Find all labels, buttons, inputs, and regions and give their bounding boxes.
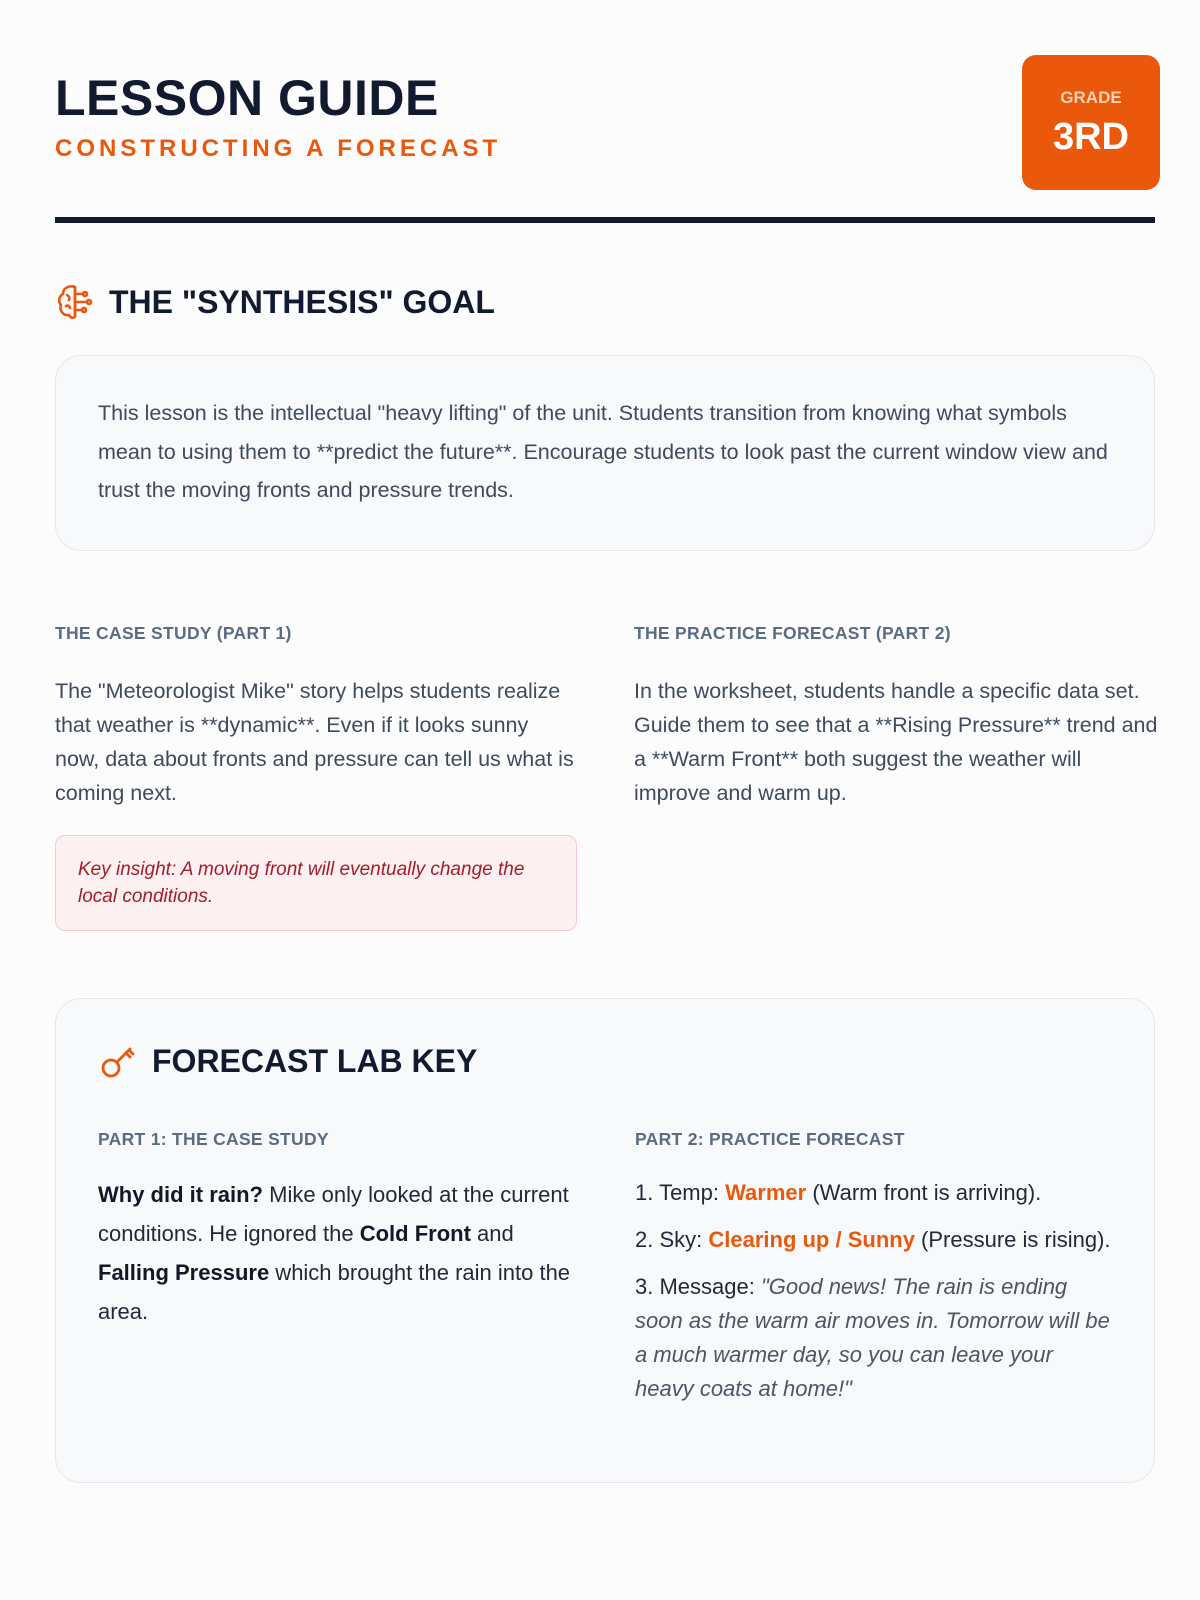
answer-item-message	[635, 1270, 1115, 1406]
item-prefix: 3. Message:	[635, 1274, 761, 1299]
header-divider	[55, 217, 1155, 223]
item-note: (Warm front is arriving).	[806, 1180, 1042, 1205]
grade-badge-label: GRADE	[1060, 88, 1122, 107]
lab-key-heading-text: FORECAST LAB KEY	[152, 1042, 478, 1079]
brain-icon	[55, 282, 95, 322]
lab-part1-answer	[98, 1175, 588, 1331]
item-quote: "Good news! The rain is ending soon as the warm air moves in. Tomorrow will be a much warmer day, so you can leave your heavy coats at home!"	[635, 1274, 1110, 1401]
lab-part2-answers	[635, 1176, 1115, 1419]
goal-text: This lesson is the intellectual "heavy lifting" of the unit. Students transition from knowing what symbols mean to using them to **predict the future**. Encourage students to look past the current window view and trust the moving fronts and pressure trends.	[98, 401, 1108, 502]
item-prefix: 2. Sky:	[635, 1227, 709, 1252]
why-rain-question: Why did it rain?	[98, 1182, 263, 1207]
item-prefix: 1. Temp:	[635, 1180, 726, 1205]
falling-pressure-term: Falling Pressure	[98, 1260, 270, 1285]
case-study-text: The "Meteorologist Mike" story helps students realize that weather is **dynamic**. Even if it looks sunny now, data about fronts and pressure can tell us what is coming next.	[55, 679, 574, 805]
item-note: (Pressure is rising).	[914, 1227, 1111, 1252]
cold-front-term: Cold Front	[359, 1221, 471, 1246]
goal-heading: THE "SYNTHESIS" GOAL	[109, 283, 495, 320]
grade-badge	[1022, 55, 1160, 190]
answer-item-sky	[635, 1223, 1115, 1257]
item-answer: Warmer	[725, 1180, 807, 1205]
page-title: LESSON GUIDE	[55, 70, 439, 126]
lab-key-heading	[98, 1041, 477, 1081]
page-subtitle: CONSTRUCTING A FORECAST	[55, 135, 502, 162]
header	[55, 55, 1155, 225]
answer-text-1: Mike only looked at the current conditions. He ignored the	[98, 1182, 569, 1246]
answer-text-3: which brought the rain into the area.	[98, 1260, 571, 1324]
key-insight-callout	[55, 835, 577, 931]
grade-badge-value: 3RD	[1052, 116, 1130, 158]
goal-section-heading	[55, 282, 495, 322]
practice-title: THE PRACTICE FORECAST (PART 2)	[634, 623, 951, 643]
answer-item-temp	[635, 1176, 1115, 1210]
key-icon	[98, 1041, 138, 1081]
item-answer: Clearing up / Sunny	[708, 1227, 915, 1252]
goal-card	[55, 355, 1155, 551]
lab-part2-title: PART 2: PRACTICE FORECAST	[635, 1129, 905, 1149]
practice-text: In the worksheet, students handle a specific data set. Guide them to see that a **Rising Pressure** trend and a **Warm Front** both suggest the weather will improve and warm up.	[634, 679, 1158, 805]
lab-key-card	[55, 998, 1155, 1483]
lab-part1-title: PART 1: THE CASE STUDY	[98, 1129, 329, 1149]
answer-text-2: and	[470, 1221, 514, 1246]
case-study-title: THE CASE STUDY (PART 1)	[55, 623, 292, 643]
key-insight-text: Key insight: A moving front will eventually change the local conditions.	[78, 859, 525, 907]
